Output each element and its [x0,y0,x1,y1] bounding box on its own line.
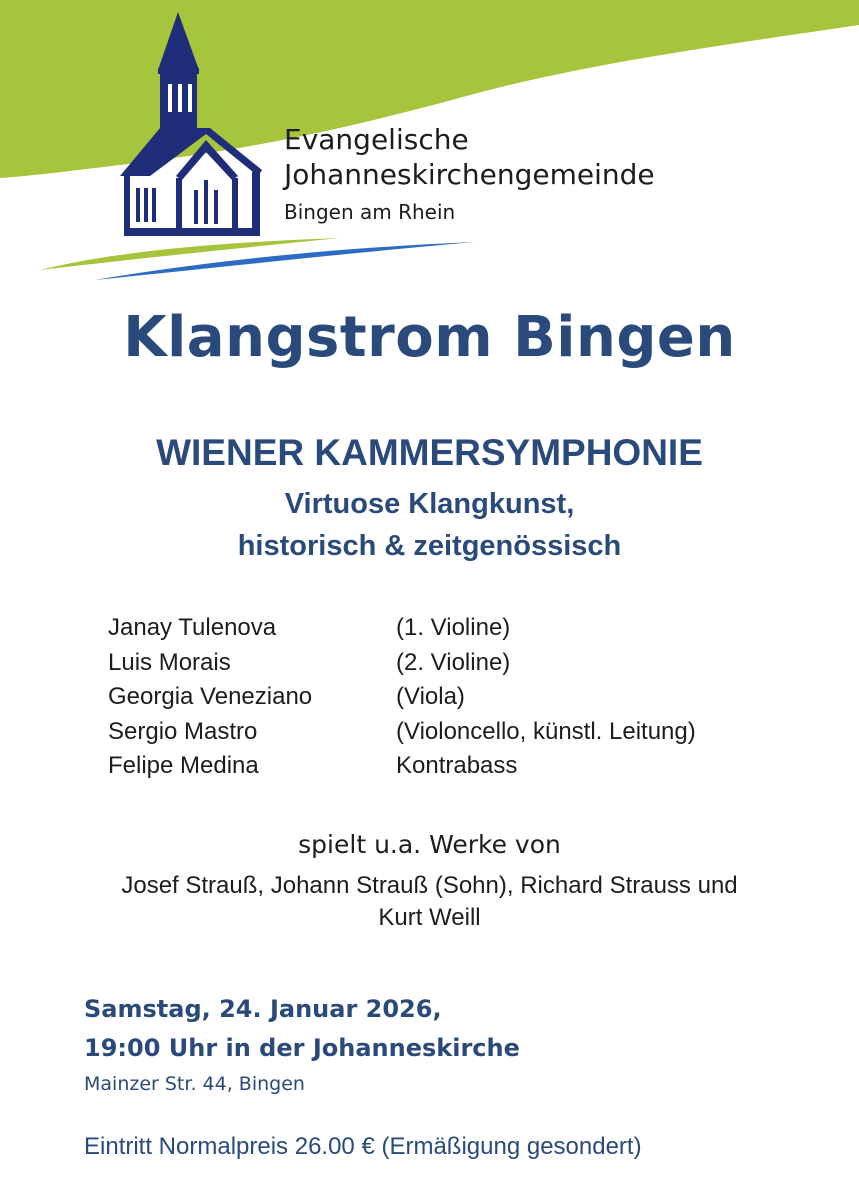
program-intro: spielt u.a. Werke von [298,830,561,859]
admission-price: Eintritt Normalpreis 26.00 € (Ermäßigung gesondert) [84,1133,642,1160]
subtitle-line1: Virtuose Klangkunst, [284,488,575,520]
composers-line1: Josef Strauß, Johann Strauß (Sohn), Richard Strauss und [121,872,738,899]
musician-role: Kontrabass [396,752,518,779]
organization-name-line2: Johanneskirchengemeinde [284,158,655,191]
musician-role: (2. Violine) [396,648,511,676]
blue-swoosh [95,242,475,280]
event-address: Mainzer Str. 44, Bingen [84,1073,305,1095]
musician-role: (Violoncello, künstl. Leitung) [396,717,696,745]
musician-name: Janay Tulenova [108,614,277,641]
organization-city: Bingen am Rhein [284,200,456,224]
ensemble-name: WIENER KAMMERSYMPHONIE [156,432,703,473]
event-time-place: 19:00 Uhr in der Johanneskirche [84,1034,520,1062]
musician-role: (1. Violine) [396,614,511,641]
green-swoosh [40,238,340,270]
organization-name-line1: Evangelische [284,123,469,156]
musician-name: Felipe Medina [108,752,259,779]
composers-line2: Kurt Weill [378,904,481,931]
musician-name: Georgia Veneziano [108,683,313,710]
musician-name: Sergio Mastro [108,717,258,745]
musician-name: Luis Morais [108,648,231,676]
poster-title: Klangstrom Bingen [123,305,736,370]
musician-role: (Viola) [396,683,465,710]
event-date: Samstag, 24. Januar 2026, [84,995,442,1023]
subtitle-line2: historisch & zeitgenössisch [237,530,622,562]
